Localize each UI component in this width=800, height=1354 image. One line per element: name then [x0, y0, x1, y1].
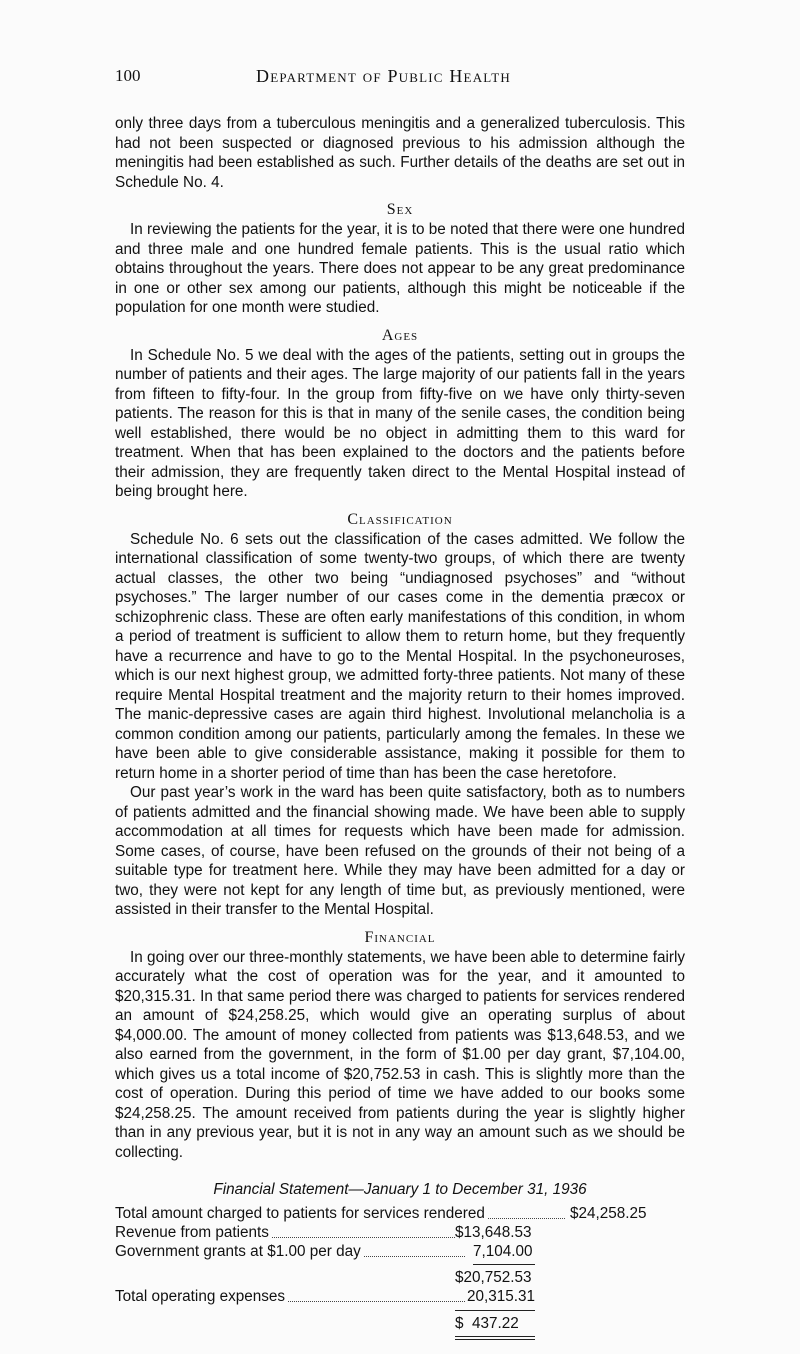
section-heading-classification: Classification: [347, 510, 453, 528]
classification-paragraph: Schedule No. 6 sets out the classification of the cases admitted. We follow the international classification of some twenty-two groups, of which there are twenty actual classes, the other two being “undiagnosed psychoses” and “without psychoses.” The larger number of our cases come in the dementia præcox or schizophrenic class. These are often early manifestations of this condition, in whom a period of treatment is sufficient to allow them to return home, but they frequently have a recurrence and have to go to the Mental Hospital. In the psychoneuroses, which is our next highest group, we admitted forty-three patients. Not many of these require Mental Hospital treatment and the majority return to their homes improved. The manic-depressive cases are again third highest. Involutional melancholia is a common condition among our patients, particularly among the females. In these we have been able to give considerable assistance, making it possible for them to return home in a shorter period of time than has been the case heretofore.: [115, 530, 685, 782]
section-heading-sex: Sex: [386, 201, 414, 218]
expenses-amount: 20,315.31: [467, 1288, 536, 1305]
revenue-label: Revenue from patients: [115, 1224, 269, 1241]
financial-statement: [115, 1204, 685, 1354]
financial-paragraph: In going over our three-monthly statements, we have been able to determine fairly accurately what the cost of operation was for the year, and it amounted to $20,315.31. In that same period there was charged to patients for services rendered an amount of $24,258.25, which would give an operating surplus of about $4,000.00. The amount of money collected from patients was $13,648.53, and we also earned from the government, in the form of $1.00 per day grant, $7,104.00, which gives us a total income of $20,752.53 in cash. This is slightly more than the cost of operation. During this period of time we have added to our books some $24,258.25. The amount received from patients during the year is slightly higher than in any previous year, but it is not in any way an amount such as we should be collecting.: [115, 948, 685, 1161]
statement-row-income-total: [455, 1268, 555, 1288]
page-header: [115, 66, 685, 90]
charged-amount: $24,258.25: [570, 1205, 647, 1222]
grants-amount: 7,104.00: [473, 1243, 533, 1260]
surplus-amount: $ 437.22: [455, 1315, 519, 1332]
running-title: Department of Public Health: [256, 66, 511, 86]
section-heading-financial: Financial: [364, 928, 436, 946]
charged-label: Total amount charged to patients for services rendered: [115, 1205, 485, 1222]
grants-label: Government grants at $1.00 per day: [115, 1243, 361, 1260]
statement-row-revenue: [115, 1223, 685, 1243]
statement-row-surplus: [455, 1314, 555, 1334]
double-rule-top: [455, 1336, 535, 1337]
page-body: [115, 114, 685, 1354]
expenses-label: Total operating expenses: [115, 1288, 286, 1305]
past-year-paragraph: Our past year’s work in the ward has been quite satisfactory, both as to numbers of patients admitted and the financial showing made. We have been able to supply accommodation at all times for requests which have been made for admission. Some cases, of course, have been refused on the grounds of their not being of a suitable type for treatment here. While they may have been admitted for a day or two, they were not kept for any length of time but, as previously mentioned, were assisted in their transfer to the Mental Hospital.: [115, 784, 685, 918]
page-number: 100: [115, 66, 141, 85]
section-heading-ages: Ages: [381, 326, 419, 344]
financial-statement-title: Financial Statement—January 1 to December 31, 1936: [213, 1181, 587, 1198]
intro-paragraph: only three days from a tuberculous meningitis and a generalized tuberculosis. This had not been suspected or diagnosed previous to his admission although the meningitis had been established as such. Further details of the deaths are set out in Schedule No. 4.: [115, 115, 685, 191]
subtotal-rule: [473, 1264, 535, 1265]
sex-paragraph: In reviewing the patients for the year, it is to be noted that there were one hundred and three male and one hundred female patients. This is the usual ratio which obtains throughout the years. There does not appear to be any great predominance in one or other sex among our patients, although this might be noticeable if the population for one month were studied.: [115, 221, 685, 316]
double-rule-bottom: [455, 1339, 535, 1340]
income-total: $20,752.53: [455, 1269, 532, 1286]
ages-paragraph: In Schedule No. 5 we deal with the ages of the patients, setting out in groups the number of patients and their ages. The large majority of our patients fall in the years from fifteen to fifty-four. In the group from fifty-five on we have only thirty-seven patients. The reason for this is that in many of the senile cases, the condition being well established, there would be no object in admitting them to this ward for treatment. When that has been explained to the doctors and the patients before their admission, they are frequently taken direct to the Mental Hospital instead of being brought here.: [115, 346, 685, 500]
statement-row-grants: [115, 1242, 685, 1262]
total-rule: [455, 1310, 535, 1311]
revenue-amount: $13,648.53: [455, 1224, 532, 1241]
statement-row-expenses: [115, 1287, 685, 1307]
statement-row-charged: [115, 1204, 685, 1224]
